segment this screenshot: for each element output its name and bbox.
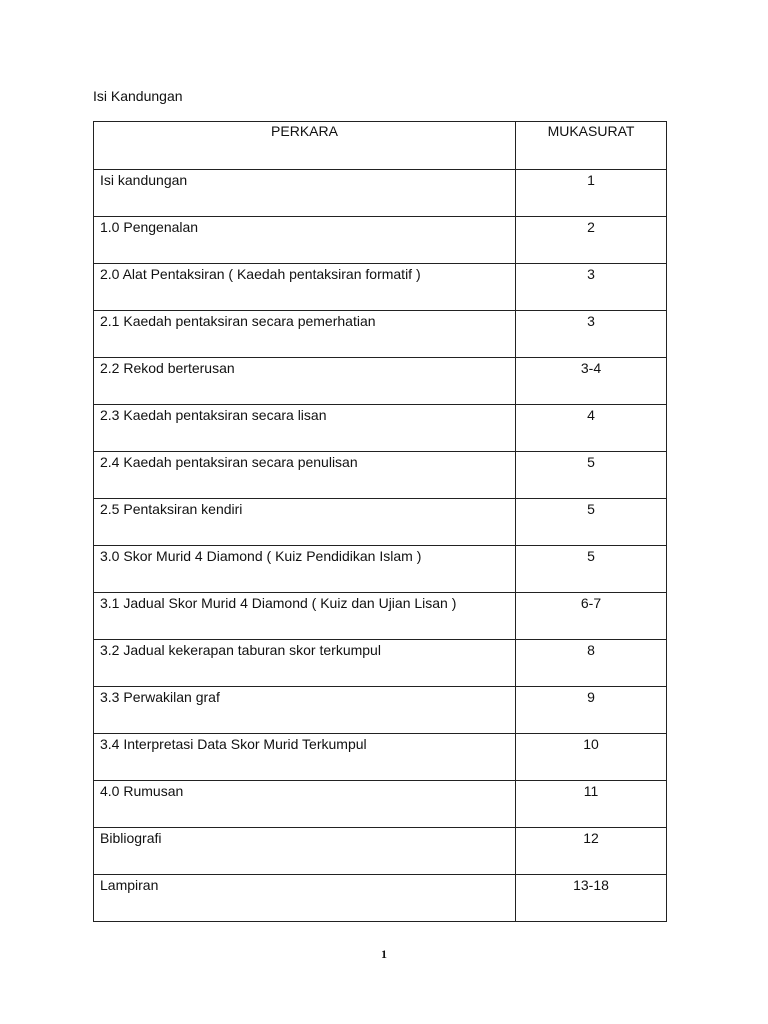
row-item-label: 1.0 Pengenalan bbox=[94, 217, 516, 264]
table-row bbox=[94, 593, 667, 640]
row-item-label: Bibliografi bbox=[94, 828, 516, 875]
row-page-number: 5 bbox=[516, 546, 667, 593]
table-header-row bbox=[94, 122, 667, 170]
table-row bbox=[94, 734, 667, 781]
row-page-number: 13-18 bbox=[516, 875, 667, 922]
column-header-mukasurat: MUKASURAT bbox=[516, 122, 667, 170]
contents-table bbox=[93, 121, 667, 922]
row-item-label: 3.3 Perwakilan graf bbox=[94, 687, 516, 734]
table-row bbox=[94, 358, 667, 405]
table-row bbox=[94, 781, 667, 828]
table-row bbox=[94, 452, 667, 499]
table-row bbox=[94, 640, 667, 687]
table-row bbox=[94, 405, 667, 452]
table-row bbox=[94, 687, 667, 734]
table-row bbox=[94, 170, 667, 217]
row-item-label: 2.5 Pentaksiran kendiri bbox=[94, 499, 516, 546]
row-item-label: 3.1 Jadual Skor Murid 4 Diamond ( Kuiz dan Ujian Lisan ) bbox=[94, 593, 516, 640]
row-page-number: 12 bbox=[516, 828, 667, 875]
table-row bbox=[94, 828, 667, 875]
row-page-number: 5 bbox=[516, 452, 667, 499]
row-page-number: 4 bbox=[516, 405, 667, 452]
row-item-label: Isi kandungan bbox=[94, 170, 516, 217]
row-item-label: 2.2 Rekod berterusan bbox=[94, 358, 516, 405]
row-page-number: 10 bbox=[516, 734, 667, 781]
row-item-label: Lampiran bbox=[94, 875, 516, 922]
table-row bbox=[94, 217, 667, 264]
row-page-number: 3-4 bbox=[516, 358, 667, 405]
row-item-label: 2.0 Alat Pentaksiran ( Kaedah pentaksiran formatif ) bbox=[94, 264, 516, 311]
row-page-number: 1 bbox=[516, 170, 667, 217]
row-page-number: 2 bbox=[516, 217, 667, 264]
table-row bbox=[94, 546, 667, 593]
row-item-label: 3.2 Jadual kekerapan taburan skor terkumpul bbox=[94, 640, 516, 687]
row-page-number: 6-7 bbox=[516, 593, 667, 640]
table-row bbox=[94, 264, 667, 311]
row-item-label: 3.0 Skor Murid 4 Diamond ( Kuiz Pendidikan Islam ) bbox=[94, 546, 516, 593]
row-item-label: 2.4 Kaedah pentaksiran secara penulisan bbox=[94, 452, 516, 499]
row-page-number: 11 bbox=[516, 781, 667, 828]
row-page-number: 5 bbox=[516, 499, 667, 546]
row-item-label: 2.3 Kaedah pentaksiran secara lisan bbox=[94, 405, 516, 452]
table-row bbox=[94, 499, 667, 546]
page-number: 1 bbox=[381, 947, 387, 961]
row-page-number: 3 bbox=[516, 311, 667, 358]
table-row bbox=[94, 875, 667, 922]
column-header-perkara: PERKARA bbox=[94, 122, 516, 170]
row-item-label: 4.0 Rumusan bbox=[94, 781, 516, 828]
page-title: Isi Kandungan bbox=[93, 88, 183, 104]
table-row bbox=[94, 311, 667, 358]
row-item-label: 3.4 Interpretasi Data Skor Murid Terkumpul bbox=[94, 734, 516, 781]
row-page-number: 8 bbox=[516, 640, 667, 687]
row-page-number: 3 bbox=[516, 264, 667, 311]
row-page-number: 9 bbox=[516, 687, 667, 734]
row-item-label: 2.1 Kaedah pentaksiran secara pemerhatian bbox=[94, 311, 516, 358]
